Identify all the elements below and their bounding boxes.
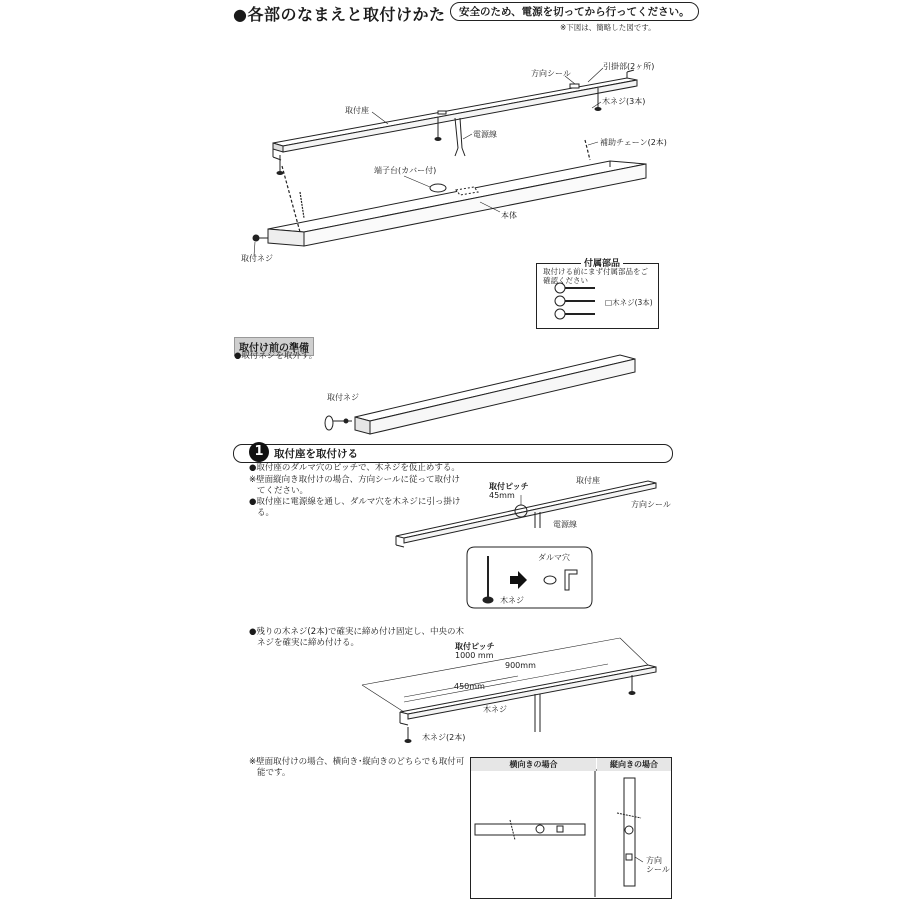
wall-note-line1: ※壁面取付けの場合、横向き･縦向きのどちらでも取付可 [249, 757, 465, 767]
mounting-screw-drawing [253, 235, 268, 241]
table-header-vertical: 縦向きの場合 [597, 758, 671, 771]
table-seal-line2: シール [646, 865, 670, 874]
orientation-table [470, 757, 672, 899]
step2-dim-450: 450mm [454, 682, 485, 691]
accessories-title: 付属部品 [581, 256, 623, 269]
safety-notice: 安全のため、電源を切ってから行ってください。 [450, 2, 699, 21]
label-power-cord: 電源線 [473, 130, 497, 139]
step1-title: 取付座を取付ける [274, 448, 358, 460]
label-direction-seal: 方向シール [531, 69, 571, 78]
label-hook-part: 引掛部(2ヶ所) [603, 62, 655, 71]
step1-pitch-value: 45mm [489, 491, 515, 500]
step2-screws2-label: 木ネジ(2本) [422, 733, 466, 742]
step2-pitch-title: 取付ピッチ [455, 642, 495, 651]
step2-dim-900: 900mm [505, 661, 536, 670]
prep-instruction: ●取付ネジを取外す。 [234, 351, 318, 361]
step1-pitch-title: 取付ピッチ [489, 482, 529, 491]
step1-line3a: ●取付座に電源線を通し、ダルマ穴を木ネジに引っ掛け [249, 497, 461, 507]
step2-line1: ●残りの木ネジ(2本)で確実に締め付け固定し、中央の木 [249, 627, 464, 637]
wall-note-line2: 能です。 [257, 768, 291, 778]
prep-title: 取付け前の準備 [234, 337, 314, 356]
step1-screw-label: 木ネジ [500, 596, 524, 605]
step2-line2: ネジを確実に締め付ける。 [257, 638, 360, 648]
label-mounting-screw: 取付ネジ [241, 254, 273, 263]
prep-screw-label: 取付ネジ [327, 393, 359, 402]
label-wood-screw: 木ネジ(3本) [602, 97, 646, 106]
step1-seal-label: 方向シール [631, 500, 671, 509]
table-header-horizontal: 横向きの場合 [471, 758, 596, 771]
mounting-base-drawing [273, 70, 637, 160]
step1-header [233, 444, 673, 463]
step1-number: 1 [249, 442, 269, 462]
step1-base-label: 取付座 [576, 476, 600, 485]
step1-cord-label: 電源線 [553, 520, 577, 529]
keyhole-zoom-drawing [467, 547, 592, 608]
step2-screw-label: 木ネジ [483, 705, 507, 714]
main-body-drawing [268, 161, 646, 246]
accessories-note: 取付ける前にまず付属部品をご確認ください [543, 267, 648, 286]
prep-body-drawing [325, 355, 635, 434]
step1-line2b: てください。 [257, 486, 309, 496]
table-seal-line1: 方向 [646, 856, 662, 865]
page-title: ●各部のなまえと取付けかた [233, 5, 446, 24]
simplified-note: ※下図は、簡略した図です。 [560, 23, 656, 32]
step1-line2a: ※壁面縦向き取付けの場合、方向シールに従って取付け [249, 475, 460, 485]
accessories-item: □木ネジ(3本) [605, 298, 653, 307]
step2-rail-drawing [400, 665, 656, 743]
label-mounting-base: 取付座 [345, 106, 369, 115]
step1-line3b: る。 [257, 508, 275, 518]
accessories-box [536, 259, 659, 329]
label-terminal-block: 端子台(カバー付) [374, 166, 437, 175]
step2-pitch-1000: 1000 mm [455, 651, 494, 660]
label-aux-chain: 補助チェーン(2本) [600, 138, 667, 147]
label-main-body: 本体 [501, 211, 517, 220]
step1-line1: ●取付座のダルマ穴のピッチで、木ネジを仮止めする。 [249, 463, 460, 473]
step1-keyhole-label: ダルマ穴 [538, 553, 570, 562]
